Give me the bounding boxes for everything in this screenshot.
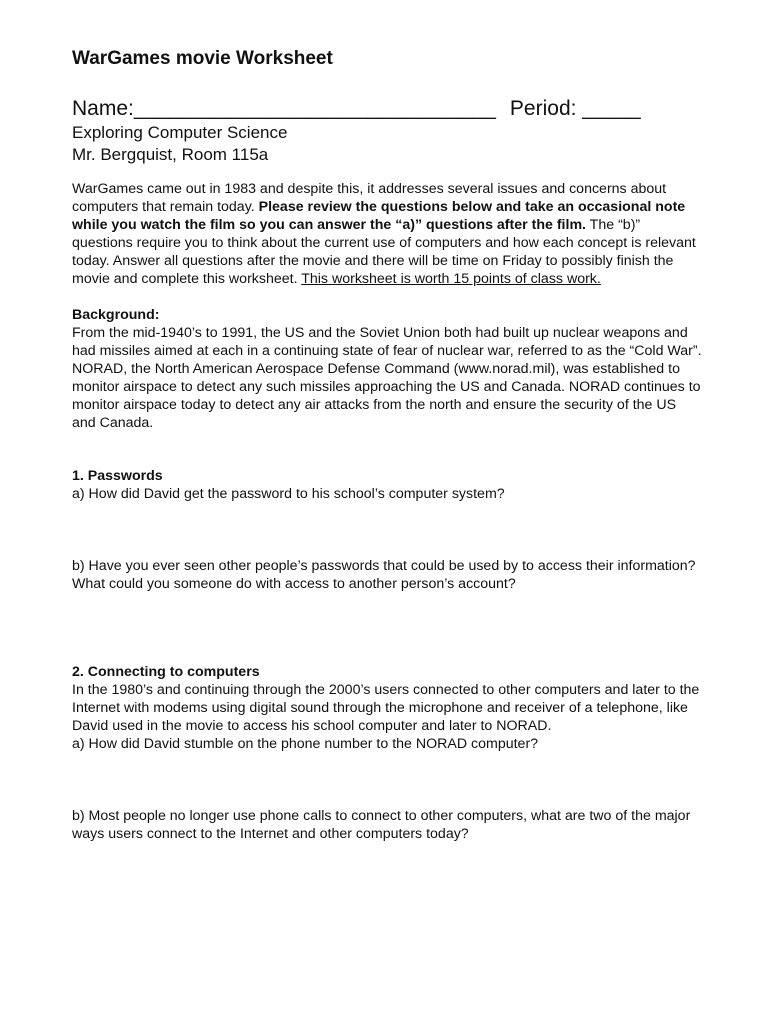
name-field-label: Name:_______________________________ <box>72 97 496 120</box>
worksheet-title: WarGames movie Worksheet <box>72 48 333 69</box>
intro-points-note: This worksheet is worth 15 points of class work. <box>301 271 601 287</box>
section-connecting-heading: 2. Connecting to computers <box>72 664 260 680</box>
teacher-info: Mr. Bergquist, Room 115a <box>72 145 269 164</box>
name-period-row <box>72 96 702 122</box>
worksheet-page <box>72 44 702 843</box>
question-1a: a) How did David get the password to his school’s computer system? <box>72 486 505 502</box>
intro-text-2: The “b)” questions require you to think about the current use of computers and how each concept is relevant today. Answer all questions after the movie and there will be time on Friday to possibly finish the movie and complete this worksheet. <box>72 217 696 287</box>
background-heading: Background: <box>72 307 160 323</box>
question-2a: a) How did David stumble on the phone number to the NORAD computer? <box>72 736 539 752</box>
period-field-label: Period: _____ <box>509 97 641 120</box>
course-name: Exploring Computer Science <box>72 123 288 142</box>
intro-paragraph <box>72 180 702 288</box>
intro-bold-instructions: Please review the questions below and take an occasional note while you watch the film so you can answer the “a)” questions after the film. <box>72 199 686 233</box>
section-connecting-text: In the 1980’s and continuing through the 2000’s users connected to other computers and later to the Internet with modems using digital sound through the microphone and receiver of a telephone, like David used in the movie to access his school computer and later to NORAD. <box>72 682 700 734</box>
background-text: From the mid-1940’s to 1991, the US and the Soviet Union both had built up nuclear weapons and had missiles aimed at each in a continuing state of fear of nuclear war, referred to as the “Cold War”. NORAD, the North American Aerospace Defense Command (www.norad.mil), was established to monitor airspace to detect any such missiles approaching the US and Canada. NORAD continues to monitor airspace today to detect any air attacks from the north and ensure the security of the US and Canada. <box>72 325 702 431</box>
question-2b: b) Most people no longer use phone calls to connect to other computers, what are two of the major ways users connect to the Internet and other computers today? <box>72 808 691 842</box>
question-1b: b) Have you ever seen other people’s passwords that could be used by to access their information? What could you someone do with access to another person’s account? <box>72 558 696 592</box>
section-passwords-heading: 1. Passwords <box>72 468 163 484</box>
intro-text-1: WarGames came out in 1983 and despite this, it addresses several issues and concerns about computers that remain today. <box>72 181 667 215</box>
